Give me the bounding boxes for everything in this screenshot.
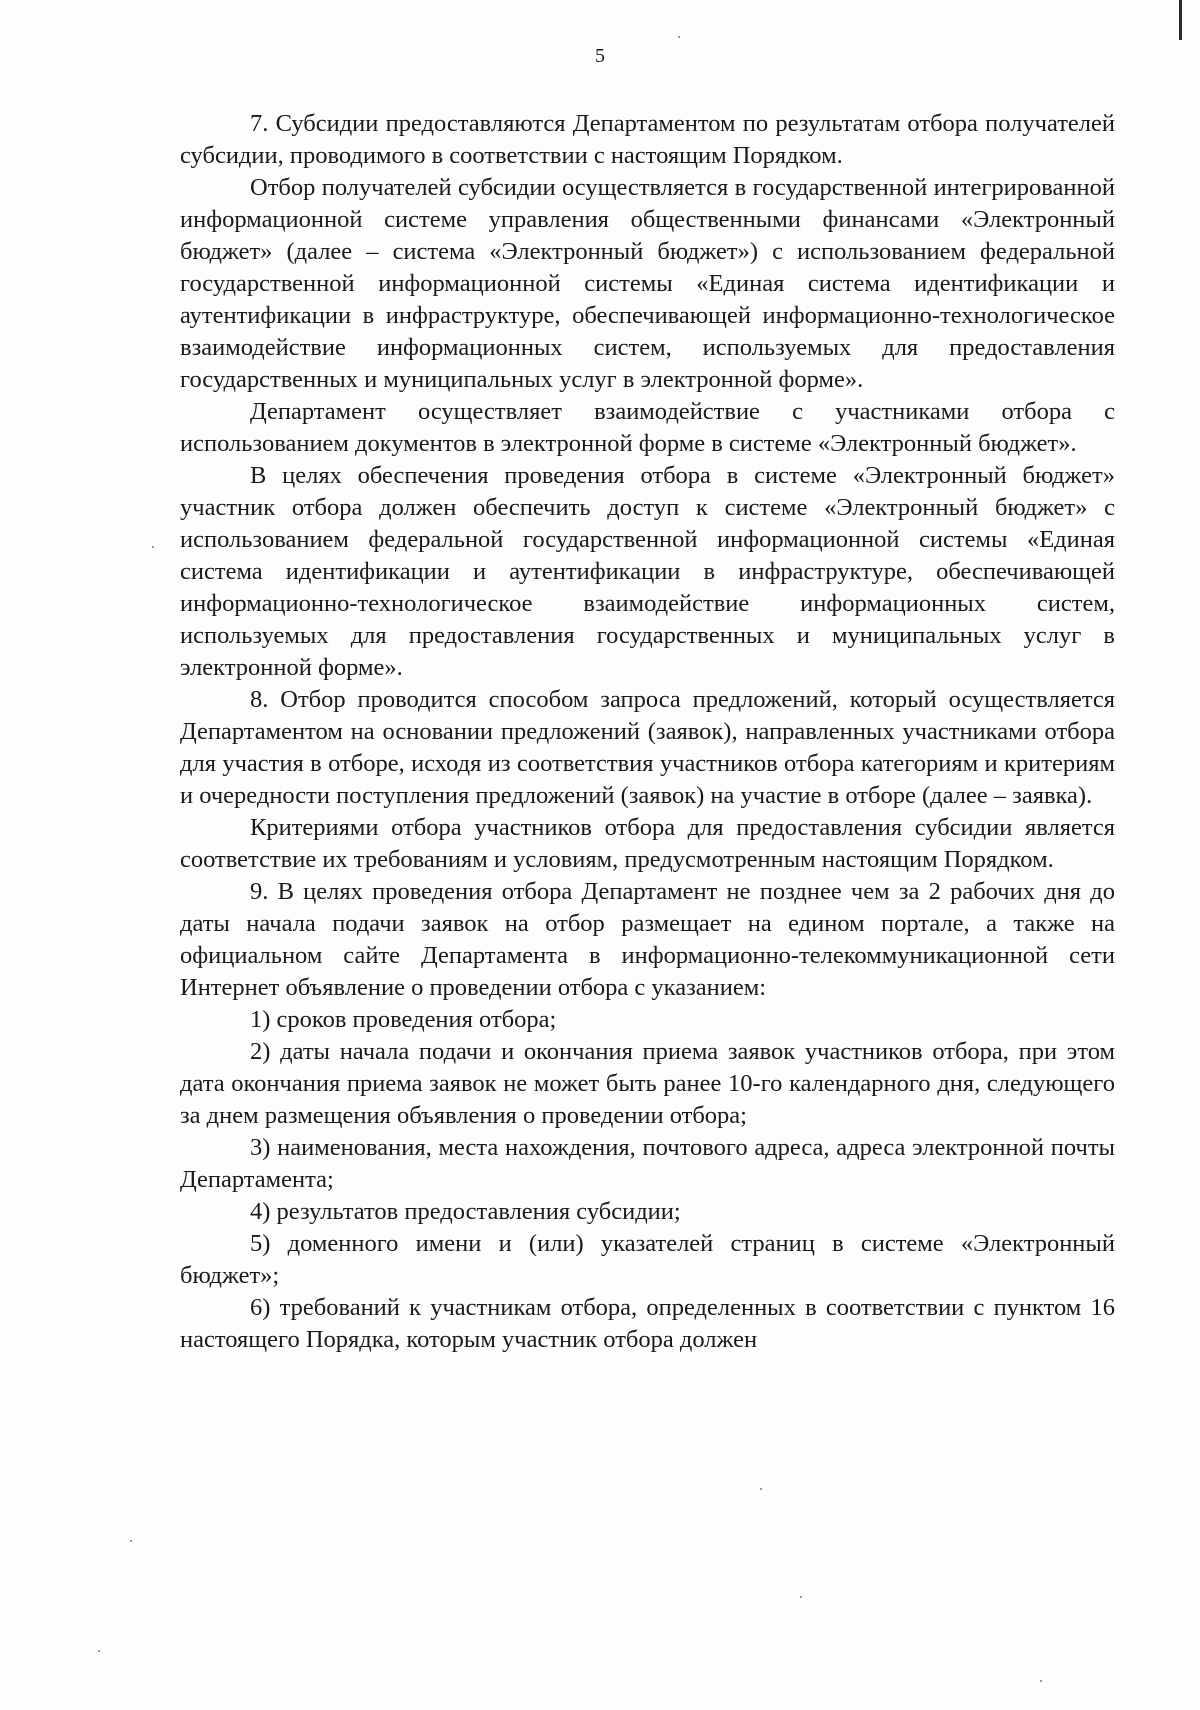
paragraph-selection-system: Отбор получателей субсидии осуществляется в государственной интегрированной информационной системе управления общественными финансами «Электронный бюджет» (далее – система «Электронный бюджет») с использованием федеральной государственной информационной системы «Единая система идентификации и аутентификации в инфраструктуре, обеспечивающей информационно-технологическое взаимодействие информационных систем, используемых для предоставления государственных и муниципальных услуг в электронной форме». (180, 174, 1115, 393)
page-number: 5 (595, 45, 605, 67)
scan-speck (98, 1650, 100, 1652)
list-item-6: 6) требований к участникам отбора, определенных в соответствии с пунктом 16 настоящего Порядка, которым участник отбора должен (180, 1294, 1115, 1353)
scan-speck (678, 36, 680, 38)
paragraph-9: 9. В целях проведения отбора Департамент не позднее чем за 2 рабочих дня до даты начала подачи заявок на отбор размещает на едином портале, а также на официальном сайте Департамента в информационно-телекоммуникационной сети Интернет объявление о проведении отбора с указанием: (180, 878, 1115, 1001)
scan-speck (152, 546, 154, 548)
scan-speck (1040, 1680, 1042, 1682)
paragraph-access: В целях обеспечения проведения отбора в системе «Электронный бюджет» участник отбора должен обеспечить доступ к системе «Электронный бюджет» с использованием федеральной государственной информационной системы «Единая система идентификации и аутентификации в инфраструктуре, обеспечивающей информационно-технологическое взаимодействие информационных систем, используемых для предоставления государственных и муниципальных услуг в электронной форме». (180, 462, 1115, 681)
paragraph-7: 7. Субсидии предоставляются Департаментом по результатам отбора получателей субсидии, проводимого в соответствии с настоящим Порядком. (180, 110, 1115, 169)
list-item-4: 4) результатов предоставления субсидии; (250, 1198, 681, 1225)
list-item-1: 1) сроков проведения отбора; (250, 1006, 557, 1033)
paragraph-interaction: Департамент осуществляет взаимодействие с участниками отбора с использованием документов в электронной форме в системе «Электронный бюджет». (180, 398, 1115, 457)
list-item-5: 5) доменного имени и (или) указателей страниц в системе «Электронный бюджет»; (180, 1230, 1115, 1289)
paragraph-criteria: Критериями отбора участников отбора для предоставления субсидии является соответствие их требованиям и условиям, предусмотренным настоящим Порядком. (180, 814, 1115, 873)
list-item-3: 3) наименования, места нахождения, почтового адреса, адреса электронной почты Департамента; (180, 1134, 1115, 1193)
list-item-2: 2) даты начала подачи и окончания приема заявок участников отбора, при этом дата окончания приема заявок не может быть ранее 10-го календарного дня, следующего за днем размещения объявления о проведении отбора; (180, 1038, 1115, 1129)
scan-edge-mark (1179, 0, 1182, 40)
document-body (180, 108, 1115, 1356)
paragraph-8: 8. Отбор проводится способом запроса предложений, который осуществляется Департаментом на основании предложений (заявок), направленных участниками отбора для участия в отборе, исходя из соответствия участников отбора категориям и критериям и очередности поступления предложений (заявок) на участие в отборе (далее – заявка). (180, 686, 1115, 809)
scan-speck (800, 1596, 802, 1598)
scan-speck (760, 1488, 762, 1490)
scan-speck (130, 1540, 132, 1542)
